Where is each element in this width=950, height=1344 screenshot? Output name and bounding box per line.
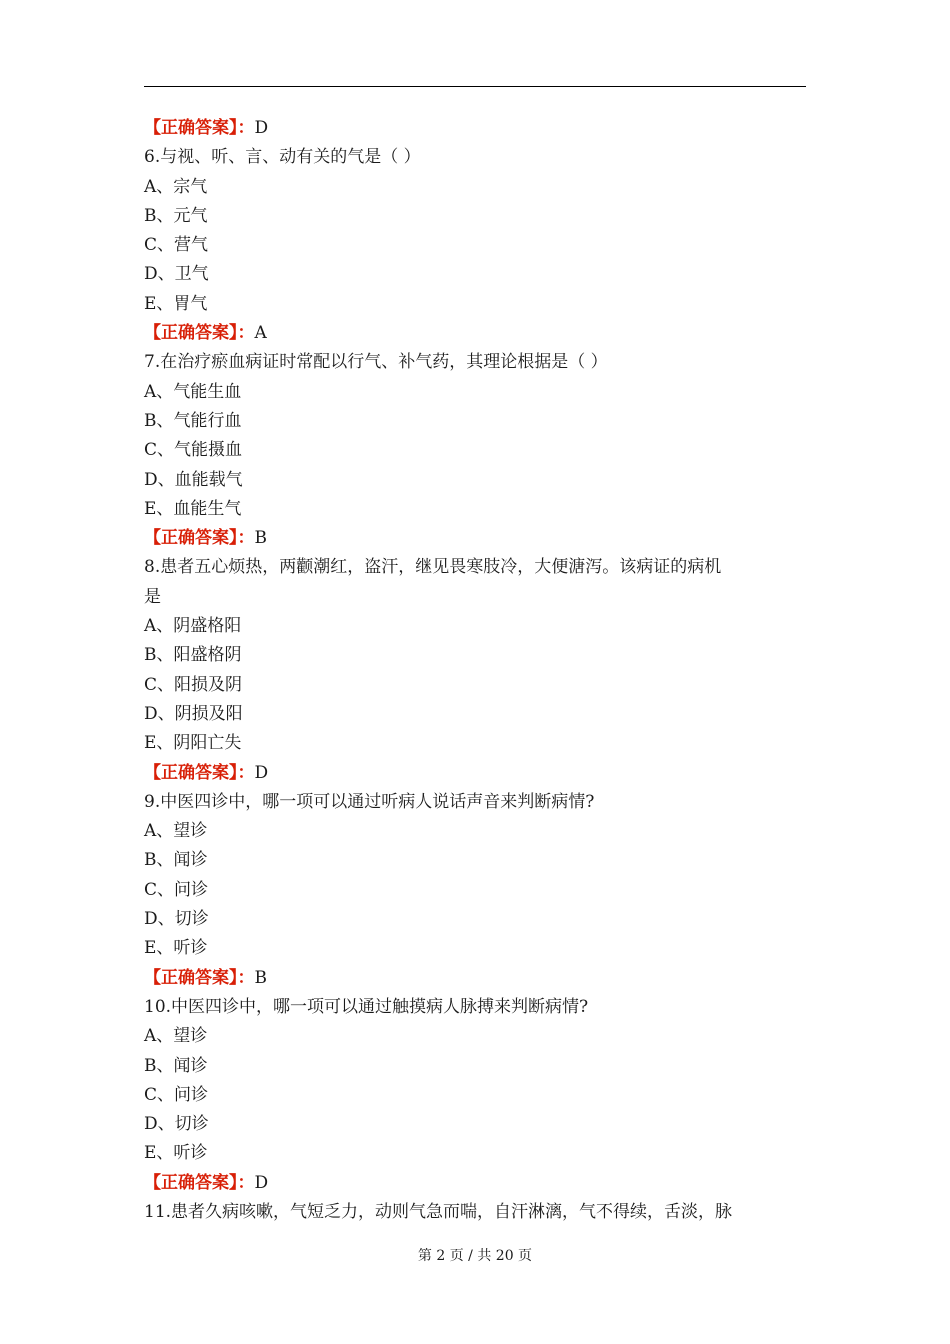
answer-label: 【正确答案】：: [144, 118, 255, 138]
document-body: [144, 114, 806, 1227]
option-e: E、听诊: [144, 938, 208, 959]
option-d: D、血能载气: [144, 469, 243, 490]
page-footer: 第 2 页 / 共 20 页: [417, 1248, 533, 1264]
option-d: D、卫气: [144, 264, 209, 285]
answer-label: 【正确答案】：: [144, 1172, 255, 1193]
answer-line: [144, 524, 806, 553]
option-a: A、宗气: [144, 176, 208, 197]
question-stem: 9.中医四诊中，哪一项可以通过听病人说话声音来判断病情?: [144, 791, 595, 812]
option-b: B、阳盛格阴: [144, 645, 242, 666]
option-b: B、元气: [144, 205, 208, 226]
option-e: E、阴阳亡失: [144, 733, 242, 754]
answer-line: [144, 114, 806, 143]
answer-value: D: [254, 1172, 269, 1193]
answer-line: [144, 759, 806, 788]
option-a: A、望诊: [144, 1026, 208, 1047]
header-rule: [144, 86, 806, 87]
option-e: E、血能生气: [144, 498, 242, 519]
option-d: D、切诊: [144, 1114, 209, 1135]
option-c: C、问诊: [144, 1084, 209, 1105]
option-a: A、望诊: [144, 821, 208, 842]
option-c: C、问诊: [144, 879, 209, 900]
answer-label: 【正确答案】：: [144, 323, 255, 344]
answer-line: [144, 1169, 806, 1198]
question-stem: 10.中医四诊中，哪一项可以通过触摸病人脉搏来判断病情?: [144, 996, 589, 1017]
question-stem: 7.在治疗瘀血病证时常配以行气、补气药，其理论根据是（ ）: [144, 352, 608, 373]
answer-value: B: [254, 967, 267, 988]
answer-line: [144, 964, 806, 993]
option-e: E、听诊: [144, 1143, 208, 1164]
answer-value: B: [254, 528, 267, 549]
option-c: C、气能摄血: [144, 440, 243, 461]
option-e: E、胃气: [144, 293, 208, 314]
question-stem: 6.与视、听、言、动有关的气是（ ）: [144, 147, 421, 168]
option-c: C、阳损及阴: [144, 674, 243, 695]
answer-value: A: [254, 323, 267, 344]
question-stem: 8.患者五心烦热，两颧潮红，盗汗，继见畏寒肢冷，大便溏泻。该病证的病机: [144, 557, 722, 578]
option-a: A、阴盛格阳: [144, 616, 242, 637]
question-stem-continued: 是: [144, 586, 161, 607]
question-stem: 11.患者久病咳嗽，气短乏力，动则气急而喘，自汗淋漓，气不得续，舌淡，脉: [144, 1201, 733, 1222]
option-b: B、闻诊: [144, 850, 208, 871]
option-a: A、气能生血: [144, 381, 242, 402]
option-b: B、闻诊: [144, 1055, 208, 1076]
answer-label: 【正确答案】：: [144, 762, 255, 783]
option-c: C、营气: [144, 235, 209, 256]
option-d: D、阴损及阳: [144, 703, 243, 724]
option-d: D、切诊: [144, 909, 209, 930]
option-b: B、气能行血: [144, 410, 242, 431]
answer-label: 【正确答案】：: [144, 967, 255, 988]
answer-label: 【正确答案】：: [144, 528, 255, 549]
answer-value: D: [254, 762, 269, 783]
answer-line: [144, 319, 806, 348]
answer-value: D: [254, 118, 269, 138]
